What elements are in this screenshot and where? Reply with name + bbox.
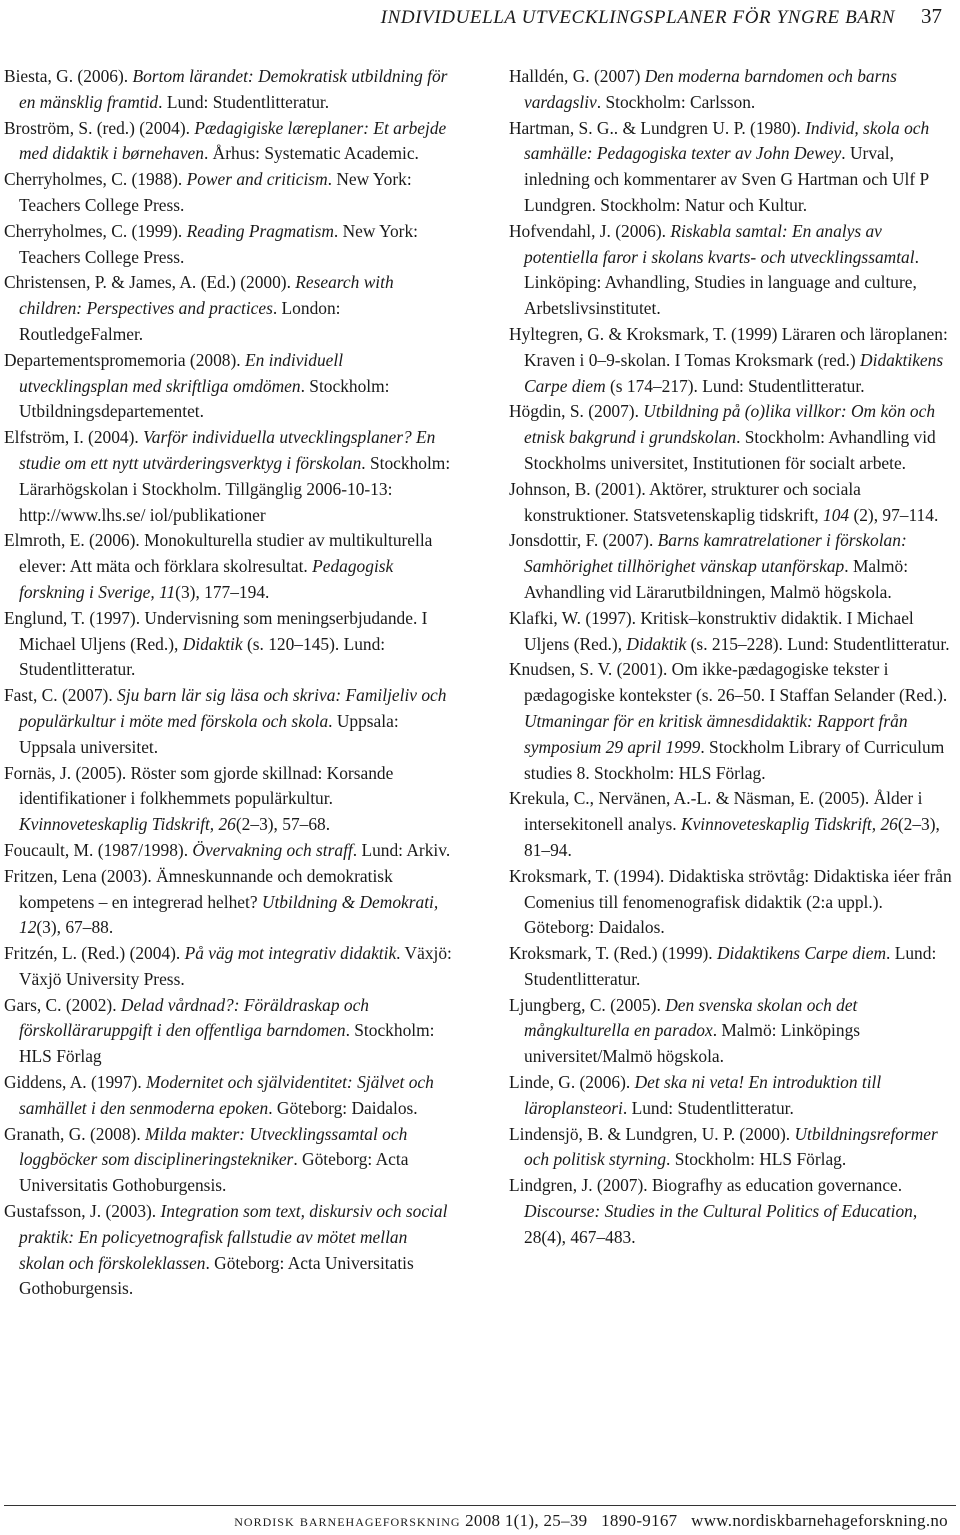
- running-header: [381, 4, 942, 29]
- reference-entry: Departementspromemoria (2008). En individuell utvecklingsplan med skriftliga omdömen. Stockholm: Utbildningsdepartementet.: [4, 349, 390, 422]
- footer-rule: [4, 1505, 956, 1506]
- italic-title: Milda makter: Utvecklingssamtal och loggböcker som disciplineringstekniker: [19, 1123, 408, 1170]
- reference-entry: Fritzén, L. (Red.) (2004). På väg mot integrativ didaktik. Växjö: Växjö University Press.: [4, 943, 452, 989]
- reference-entry: Kroksmark, T. (Red.) (1999). Didaktikens Carpe diem. Lund: Studentlitteratur.: [509, 943, 937, 989]
- reference-entry: Fornäs, J. (2005). Röster som gjorde skillnad: Korsande identifikationer i folkhemmets populärkultur. Kvinnoveteskaplig Tidskrift, 26(2–3), 57–68.: [4, 762, 394, 835]
- reference-entry: Elmroth, E. (2006). Monokulturella studier av multikulturella elever: Att mäta och förklara skolresultat. Pedagogisk forskning i Sverige, 11(3), 177–194.: [4, 530, 433, 602]
- italic-title: Det ska ni veta! En introduktion till läroplansteori: [524, 1072, 882, 1118]
- italic-title: Bortom lärandet: Demokratisk utbildning för en mänsklig framtid: [19, 66, 448, 112]
- italic-title: Delad vårdnad?: Föräldraskap och förskolläraruppgift i den offentliga barndomen: [19, 994, 369, 1041]
- reference-entry: Christensen, P. & James, A. (Ed.) (2000). Research with children: Perspectives and practices. London: RoutledgeFalmer.: [4, 272, 394, 344]
- italic-title: Discourse: Studies in the Cultural Politics of Education: [524, 1201, 913, 1222]
- italic-title: Kvinnoveteskaplig Tidskrift, 26: [680, 814, 898, 835]
- reference-entry: Klafki, W. (1997). Kritisk–konstruktiv didaktik. I Michael Uljens (Red.), Didaktik (s. 215–228). Lund: Studentlitteratur.: [509, 607, 950, 654]
- reference-entry: Halldén, G. (2007) Den moderna barndomen och barns vardagsliv. Stockholm: Carlsson.: [509, 66, 897, 112]
- reference-entry: Knudsen, S. V. (2001). Om ikke-pædagogiske tekster i pædagogiske kontekster (s. 26–50. I Staffan Selander (Red.). Utmaningar för en kritisk ämnesdidaktik: Rapport från symposium 29 april 1999. Stockholm Library of Curriculum studies 8. Stockholm: HLS Förlag.: [509, 659, 948, 783]
- footer: [0, 1511, 948, 1531]
- reference-entry: Hartman, S. G.. & Lundgren U. P. (1980). Individ, skola och samhälle: Pedagogiska texter av John Dewey. Urval, inledning och kommentarer av Sven G Hartman och Ulf P Lundgren. Stockholm: Natur och Kultur.: [509, 117, 930, 215]
- italic-title: Kvinnoveteskaplig Tidskrift, 26: [19, 814, 236, 835]
- reference-entry: Johnson, B. (2001). Aktörer, strukturer och sociala konstruktioner. Statsvetenskaplig tidskrift, 104 (2), 97–114.: [509, 478, 939, 525]
- italic-title: Didaktik: [626, 633, 687, 654]
- reference-entry: Gars, C. (2002). Delad vårdnad?: Föräldraskap och förskolläraruppgift i den offentliga barndomen. Stockholm: HLS Förlag: [4, 994, 435, 1067]
- reference-entry: Elfström, I. (2004). Varför individuella utvecklingsplaner? En studie om ett nytt utvärderingsverktyg i förskolan. Stockholm: Lärarhögskolan i Stockholm. Tillgänglig 2006-10-13: http://www.lhs.se/ iol/publikationer: [4, 427, 451, 525]
- reference-entry: Högdin, S. (2007). Utbildning på (o)lika villkor: Om kön och etnisk bakgrund i grundskolan. Stockholm: Avhandling vid Stockholms universitet, Institutionen för socialt arbete.: [509, 401, 936, 473]
- italic-title: Sju barn lär sig läsa och skriva: Familjeliv och populärkultur i möte med förskola och skola: [19, 685, 447, 731]
- italic-title: Utbildning på (o)lika villkor: Om kön och etnisk bakgrund i grundskolan: [524, 401, 936, 448]
- italic-title: Varför individuella utvecklingsplaner? En studie om ett nytt utvärderingsverktyg i förskolan: [19, 427, 436, 473]
- journal-url: www.nordiskbarnehageforskning.no: [691, 1511, 948, 1530]
- italic-title: Utbildning & Demokrati, 12: [19, 891, 439, 938]
- reference-entry: Fast, C. (2007). Sju barn lär sig läsa och skriva: Familjeliv och populärkultur i möte med förskola och skola. Uppsala: Uppsala universitet.: [4, 685, 447, 757]
- reference-entry: Hofvendahl, J. (2006). Riskabla samtal: En analys av potentiella faror i skolans kvarts- och utvecklingssamtal. Linköping: Avhandling, Studies in language and culture, Arbetslivsinstitutet.: [509, 220, 919, 319]
- italic-title: Barns kamratrelationer i förskolan: Samhörighet tillhörighet vänskap utanförskap: [524, 530, 907, 577]
- reference-entry: Cherryholmes, C. (1988). Power and criticism. New York: Teachers College Press.: [4, 169, 412, 215]
- reference-entry: Jonsdottir, F. (2007). Barns kamratrelationer i förskolan: Samhörighet tillhörighet vänskap utanförskap. Malmö: Avhandling vid Lärarutbildningen, Malmö högskola.: [509, 530, 909, 602]
- italic-title: Didaktik: [182, 633, 243, 654]
- italic-title: Integration som text, diskursiv och social praktik: En policyetnografisk fallstudie av mötet mellan skolan och förskoleklassen: [19, 1201, 448, 1273]
- reference-entry: Foucault, M. (1987/1998). Övervakning och straff. Lund: Arkiv.: [4, 839, 451, 860]
- reference-entry: Biesta, G. (2006). Bortom lärandet: Demokratisk utbildning för en mänsklig framtid. Lund: Studentlitteratur.: [4, 66, 448, 112]
- reference-entry: Krekula, C., Nervänen, A.-L. & Näsman, E. (2005). Ålder i intersekitonell analys. Kvinnoveteskaplig Tidskrift, 26(2–3), 81–94.: [509, 788, 940, 860]
- reference-entry: Englund, T. (1997). Undervisning som meningserbjudande. I Michael Uljens (Red.), Didaktik (s. 120–145). Lund: Studentlitteratur.: [4, 607, 428, 680]
- reference-entry: Kroksmark, T. (1994). Didaktiska strövtåg: Didaktiska iéer från Comenius till fenomenografisk didaktik (2:a uppl.). Göteborg: Daidalos.: [509, 865, 952, 938]
- italic-title: Utmaningar för en kritisk ämnesdidaktik: Rapport från symposium 29 april 1999: [524, 710, 908, 757]
- italic-title: Pædagigiske læreplaner: Et arbejde med didaktik i børnehaven: [19, 117, 447, 164]
- left-reference-column: [4, 64, 452, 1302]
- page-number: 37: [921, 4, 942, 28]
- running-title: INDIVIDUELLA UTVECKLINGSPLANER FÖR YNGRE BARN: [380, 7, 895, 28]
- italic-title: Individ, skola och samhälle: Pedagogiska texter av John Dewey: [524, 117, 930, 164]
- reference-entry: Giddens, A. (1997). Modernitet och självidentitet: Självet och samhället i den senmoderna epoken. Göteborg: Daidalos.: [4, 1072, 434, 1118]
- journal-name: nordisk barnehageforskning: [234, 1511, 461, 1530]
- italic-title: Reading Pragmatism: [186, 220, 334, 241]
- italic-title: Didaktikens Carpe diem: [524, 349, 944, 396]
- reference-entry: Fritzen, Lena (2003). Ämneskunnande och demokratisk kompetens – en integrerad helhet? Utbildning & Demokrati, 12(3), 67–88.: [4, 865, 439, 938]
- italic-title: Pedagogisk forskning i Sverige, 11: [19, 556, 394, 602]
- italic-title: Utbildningsreformer och politisk styrning: [524, 1123, 938, 1170]
- reference-entry: Cherryholmes, C. (1999). Reading Pragmatism. New York: Teachers College Press.: [4, 220, 418, 267]
- reference-entry: Linde, G. (2006). Det ska ni veta! En introduktion till läroplansteori. Lund: Studentlitteratur.: [509, 1072, 882, 1118]
- italic-title: På väg mot integrativ didaktik: [184, 943, 397, 964]
- italic-title: Didaktikens Carpe diem: [717, 943, 887, 964]
- reference-entry: Ljungberg, C. (2005). Den svenska skolan och det mångkulturella en paradox. Malmö: Linköpings universitet/Malmö högskola.: [509, 994, 861, 1067]
- reference-entry: Lindgren, J. (2007). Biografhy as education governance. Discourse: Studies in the Cultural Politics of Education, 28(4), 467–483.: [509, 1175, 918, 1247]
- reference-entry: Hyltegren, G. & Kroksmark, T. (1999) Läraren och läroplanen: Kraven i 0–9-skolan. I Tomas Kroksmark (red.) Didaktikens Carpe diem (s 174–217). Lund: Studentlitteratur.: [509, 323, 948, 396]
- italic-title: Modernitet och självidentitet: Självet och samhället i den senmoderna epoken: [19, 1072, 434, 1118]
- reference-entry: Granath, G. (2008). Milda makter: Utvecklingssamtal och loggböcker som disciplineringstekniker. Göteborg: Acta Universitatis Gothoburgensis.: [4, 1123, 409, 1196]
- italic-title: Research with children: Perspectives and practices: [19, 272, 394, 319]
- reference-entry: Gustafsson, J. (2003). Integration som text, diskursiv och social praktik: En policyetnografisk fallstudie av mötet mellan skolan och förskoleklassen. Göteborg: Acta Universitatis Gothoburgensis.: [4, 1201, 448, 1299]
- reference-entry: Broström, S. (red.) (2004). Pædagigiske læreplaner: Et arbejde med didaktik i børnehaven. Århus: Systematic Academic.: [4, 117, 447, 164]
- italic-title: Den svenska skolan och det mångkulturella en paradox: [524, 994, 858, 1041]
- reference-entry: Lindensjö, B. & Lundgren, U. P. (2000). Utbildningsreformer och politisk styrning. Stockholm: HLS Förlag.: [509, 1123, 938, 1170]
- italic-title: Power and criticism: [186, 169, 328, 190]
- italic-title: Övervakning och straff: [192, 839, 353, 860]
- italic-title: En individuell utvecklingsplan med skriftliga omdömen: [19, 349, 344, 396]
- right-reference-column: [509, 64, 956, 1251]
- italic-title: Den moderna barndomen och barns vardagsliv: [524, 66, 897, 112]
- issue-info: 2008 1(1), 25–39: [465, 1511, 588, 1530]
- italic-title: 104: [823, 504, 850, 525]
- issn: 1890-9167: [601, 1511, 678, 1530]
- italic-title: Riskabla samtal: En analys av potentiella faror i skolans kvarts- och utvecklingssamtal: [524, 220, 915, 267]
